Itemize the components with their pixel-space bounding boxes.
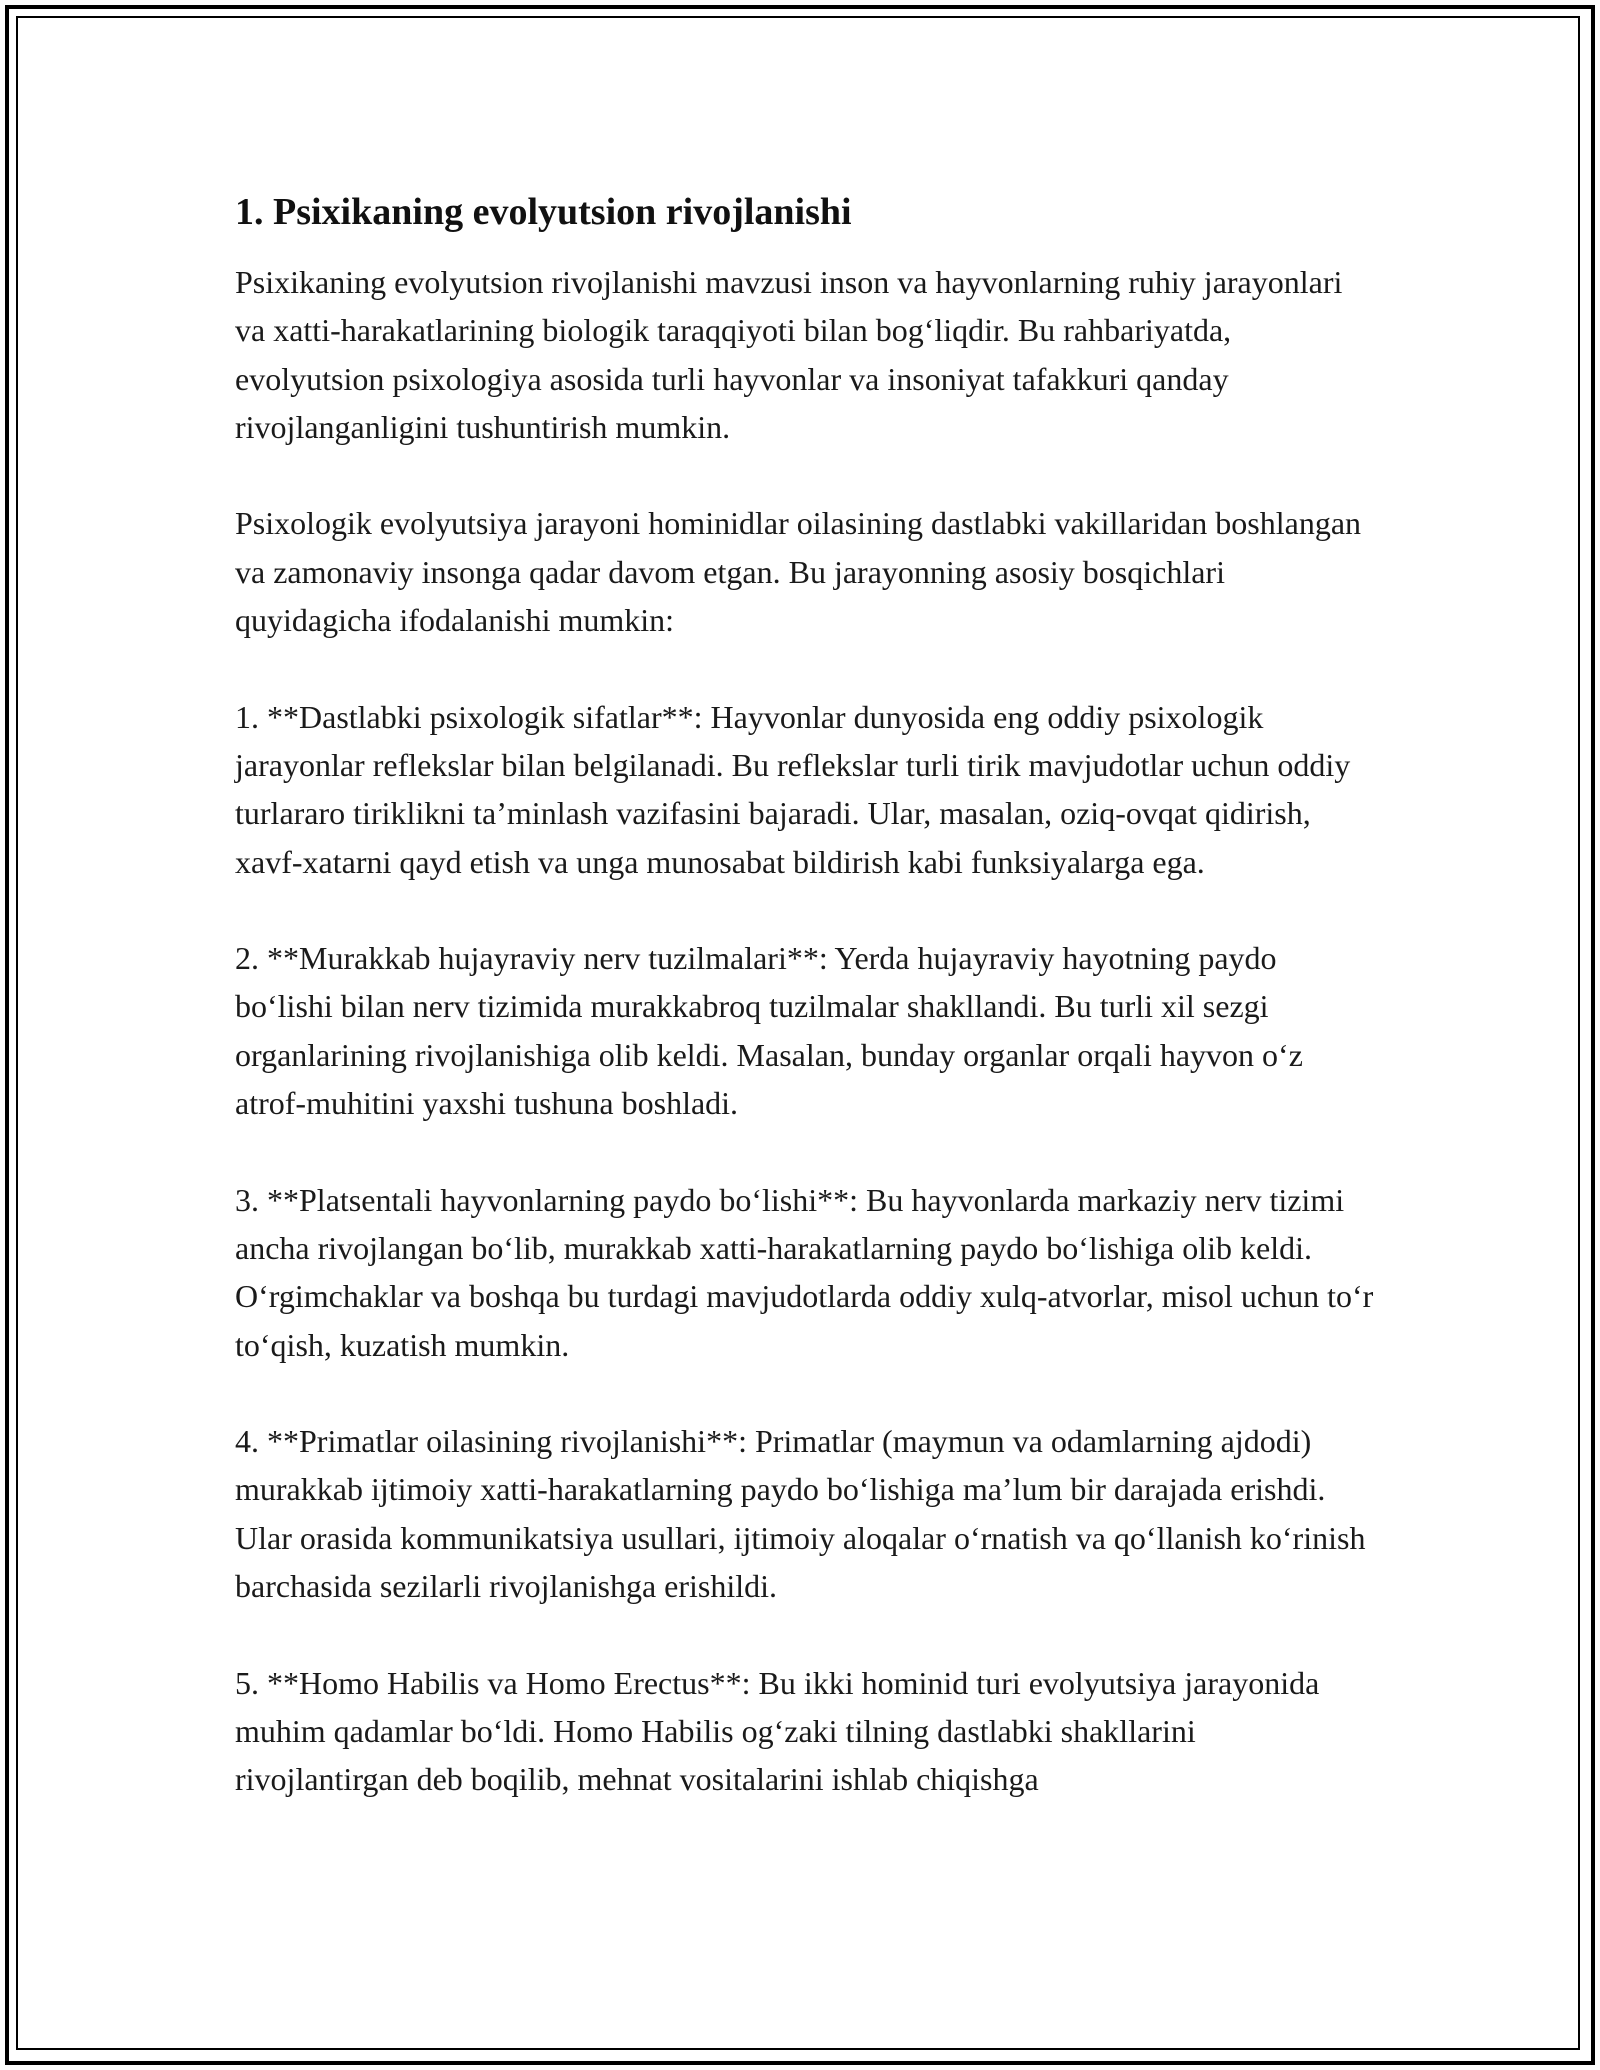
section-heading: 1. Psixikaning evolyutsion rivojlanishi bbox=[235, 191, 852, 233]
list-item-2: 2. **Murakkab hujayraviy nerv tuzilmalari**: Yerda hujayraviy hayotning paydo bo‘lishi bilan nerv tizimida murakkabroq tuzilmalar shakllandi. Bu turli xil sezgi organlarining rivojlanishiga olib keldi. Masalan, bunday organlar orqali hayvon o‘z atrof-muhitini yaxshi tushuna boshladi. bbox=[235, 940, 1303, 1122]
list-item-4: 4. **Primatlar oilasining rivojlanishi**: Primatlar (maymun va odamlarning ajdodi) murakkab ijtimoiy xatti-harakatlarning paydo bo‘lishiga ma’lum bir darajada erishdi. Ular orasida kommunikatsiya usullari, ijtimoiy aloqalar o‘rnatish va qo‘llanish ko‘rinish barchasida sezilarli rivojlanishga erishildi. bbox=[235, 1423, 1366, 1605]
document-body bbox=[235, 188, 1375, 1852]
list-item-5: 5. **Homo Habilis va Homo Erectus**: Bu ikki hominid turi evolyutsiya jarayonida muhim qadamlar bo‘ldi. Homo Habilis og‘zaki tilning dastlabki shakllarini rivojlantirgan deb boqilib, mehnat vositalarini ishlab chiqishga bbox=[235, 1664, 1320, 1798]
list-item-1: 1. **Dastlabki psixologik sifatlar**: Hayvonlar dunyosida eng oddiy psixologik jarayonlar reflekslar bilan belgilanadi. Bu reflekslar turli tirik mavjudotlar uchun oddiy turlararo tiriklikni ta’minlash vazifasini bajaradi. Ular, masalan, oziq-ovqat qidirish, xavf-xatarni qayd etish va unga munosabat bildirish kabi funksiyalarga ega. bbox=[235, 698, 1351, 880]
paragraph-stages-intro: Psixologik evolyutsiya jarayoni hominidlar oilasining dastlabki vakillaridan boshlangan va zamonaviy insonga qadar davom etgan. Bu jarayonning asosiy bosqichlari quyidagicha ifodalanishi mumkin: bbox=[235, 505, 1362, 639]
list-item-3: 3. **Platsentali hayvonlarning paydo bo‘lishi**: Bu hayvonlarda markaziy nerv tizimi ancha rivojlangan bo‘lib, murakkab xatti-harakatlarning paydo bo‘lishiga olib keldi. O‘rgimchaklar va boshqa bu turdagi mavjudotlarda oddiy xulq-atvorlar, misol uchun to‘r to‘qish, kuzatish mumkin. bbox=[235, 1181, 1374, 1363]
paragraph-intro: Psixikaning evolyutsion rivojlanishi mavzusi inson va hayvonlarning ruhiy jarayonlari va xatti-harakatlarining biologik taraqqiyoti bilan bog‘liqdir. Bu rahbariyatda, evolyutsion psixologiya asosida turli hayvonlar va insoniyat tafakkuri qanday rivojlanganligini tushuntirish mumkin. bbox=[235, 264, 1343, 445]
